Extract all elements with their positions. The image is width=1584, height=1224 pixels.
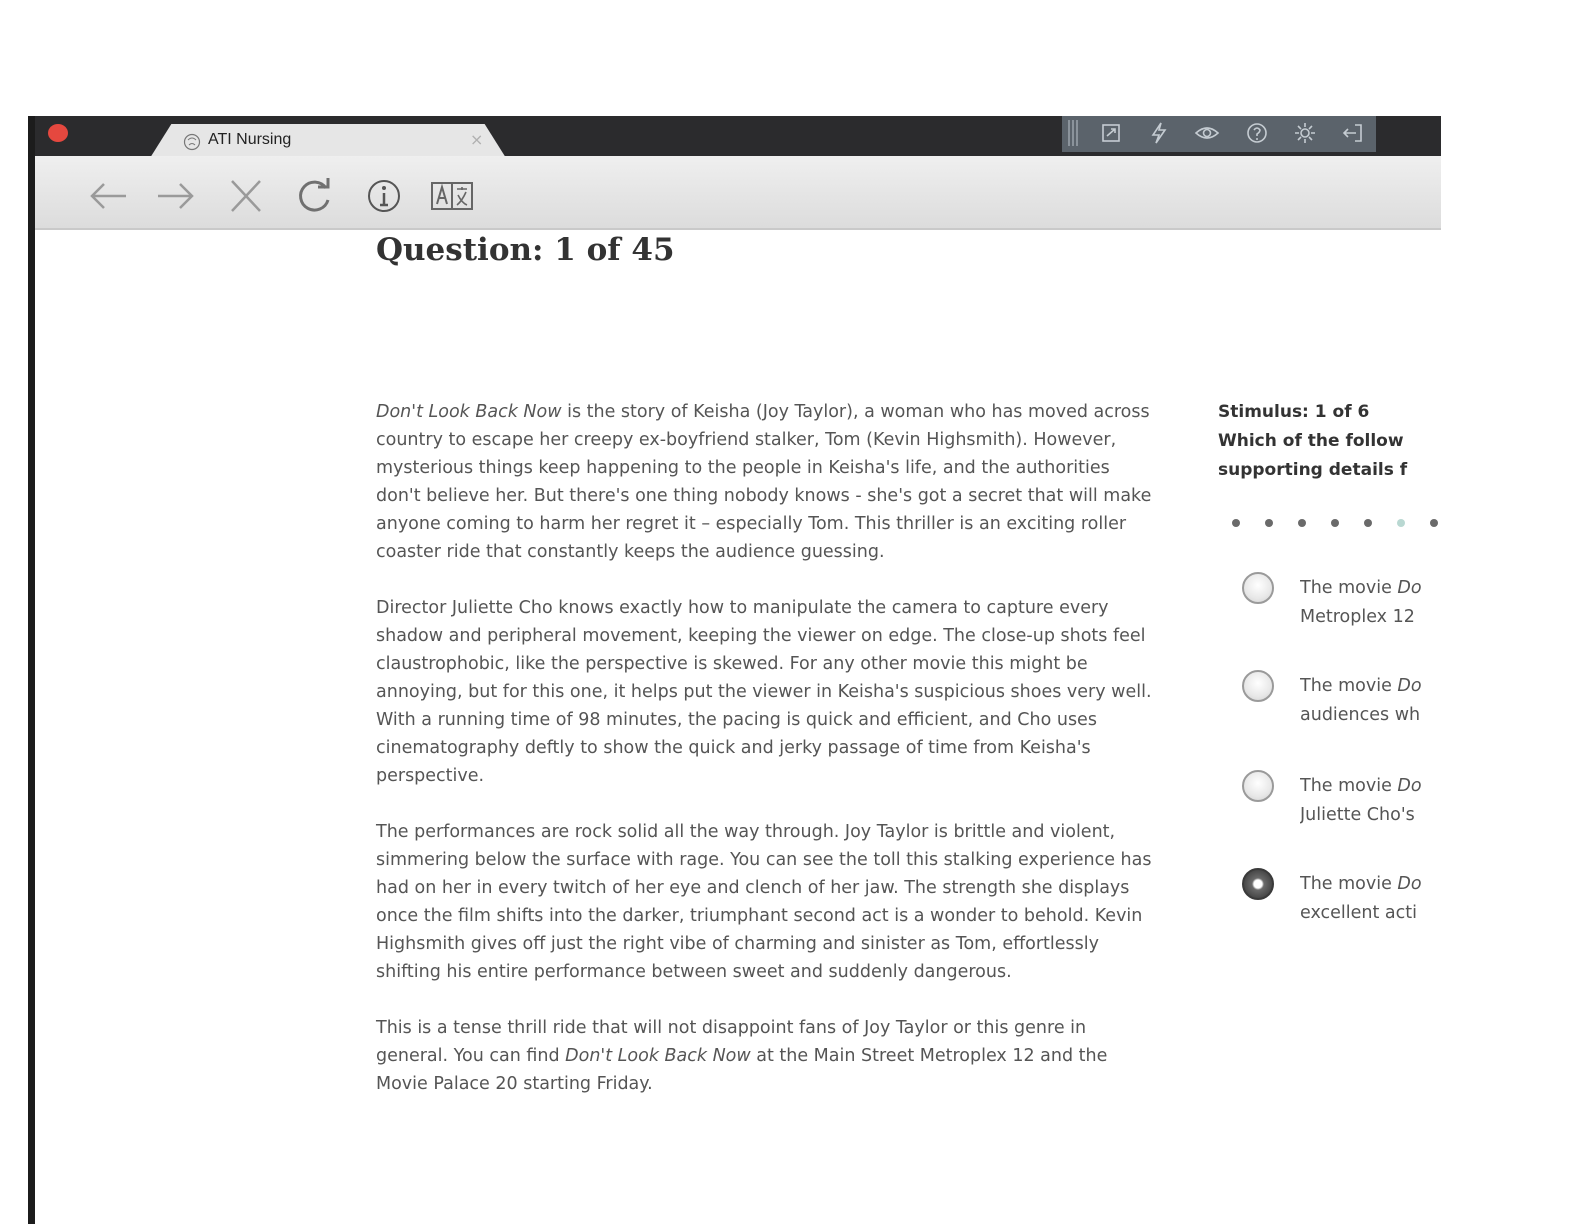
tab-title: ATI Nursing: [208, 131, 292, 148]
question-panel: [1218, 398, 1441, 998]
stimulus-dot[interactable]: [1430, 519, 1438, 527]
answer-text[interactable]: [1300, 870, 1441, 928]
answer-radio[interactable]: [1242, 670, 1274, 702]
reload-icon[interactable]: [292, 176, 336, 216]
answer-text-line: The movie: [1300, 578, 1398, 598]
paragraph-text: at the Main Street Metroplex 12 and the Movie Palace 20 starting Friday.: [376, 1046, 1108, 1094]
passage-paragraph: Director Juliette Cho knows exactly how to manipulate the camera to capture every shadow and peripheral movement, keeping the viewer on edge. The close-up shots feel claustrophobic, like the perspective is skewed. For any other movie this might be annoying, but for this one, it helps put the viewer in Keisha's suspicious shoes very well. With a running time of 98 minutes, the pacing is quick and efficient, and Cho uses cinematography deftly to show the quick and jerky passage of time from Keisha's perspective.: [376, 598, 1152, 786]
tab-close-button[interactable]: ×: [470, 130, 484, 149]
answer-text[interactable]: [1300, 574, 1441, 632]
movie-title: Don't Look Back Now: [376, 402, 562, 422]
answer-title-fragment: Do: [1397, 578, 1422, 598]
info-icon[interactable]: [362, 176, 406, 216]
toolbar-grip-icon[interactable]: [1068, 120, 1078, 146]
back-arrow-icon[interactable]: [86, 176, 130, 216]
movie-title: Don't Look Back Now: [565, 1046, 751, 1066]
translate-icon[interactable]: [430, 176, 474, 216]
paragraph-text: is the story of Keisha (Joy Taylor), a woman who has moved across country to escape her creepy ex-boyfriend stalker, Tom (Kevin Highsmith). However, mysterious things keep happening to the people in Keisha's life, and the authorities don't believe her. But there's one thing nobody knows - she's got a secret that will make anyone coming to harm her regret it – especially Tom. This thriller is an exciting roller coaster ride that constantly keeps the audience guessing.: [376, 402, 1152, 562]
help-icon[interactable]: [1243, 120, 1271, 146]
stimulus-dot[interactable]: [1232, 519, 1240, 527]
reading-passage: [376, 398, 1156, 1126]
answer-text-line: Metroplex 12: [1300, 607, 1415, 627]
passage-paragraph: [376, 398, 1156, 566]
answer-text-line: Juliette Cho's: [1300, 805, 1415, 825]
answer-text-line: audiences wh: [1300, 705, 1421, 725]
eye-icon[interactable]: [1193, 120, 1221, 146]
answer-text-line: The movie: [1300, 874, 1398, 894]
answer-radio[interactable]: [1242, 572, 1274, 604]
answer-text[interactable]: [1300, 772, 1441, 830]
question-prompt-line: supporting details f: [1218, 460, 1408, 480]
question-prompt: [1218, 427, 1441, 485]
passage-paragraph: The performances are rock solid all the way through. Joy Taylor is brittle and violent, simmering below the surface with rage. You can see the toll this stalking experience has had on her in every twitch of her eye and clench of her jaw. The strength she displays once the film shifts into the darker, triumphant second act is a wonder to behold. Kevin Highsmith gives off just the right vibe of charming and sinister as Tom, effortlessly shifting his entire performance between sweet and suddenly dangerous.: [376, 822, 1152, 982]
window-close-button[interactable]: [48, 124, 68, 142]
lightning-icon[interactable]: [1145, 120, 1173, 146]
stimulus-dot[interactable]: [1265, 519, 1273, 527]
answer-radio[interactable]: [1242, 770, 1274, 802]
answer-text-line: excellent acti: [1300, 903, 1417, 923]
stimulus-dot[interactable]: [1331, 519, 1339, 527]
settings-icon[interactable]: [1291, 120, 1319, 146]
answer-title-fragment: Do: [1397, 676, 1422, 696]
stimulus-label: Stimulus: 1 of 6: [1218, 402, 1370, 422]
answer-text[interactable]: [1300, 672, 1441, 730]
answer-text-line: The movie: [1300, 776, 1398, 796]
answer-text-line: The movie: [1300, 676, 1398, 696]
question-title: Question: 1 of 45: [376, 232, 675, 268]
stimulus-dot-current[interactable]: [1397, 519, 1405, 527]
stop-icon[interactable]: [224, 176, 268, 216]
browser-tab[interactable]: [150, 124, 506, 158]
window-frame: [28, 116, 35, 1224]
stimulus-dot[interactable]: [1298, 519, 1306, 527]
answer-radio-selected[interactable]: [1242, 868, 1274, 900]
exit-icon[interactable]: [1339, 120, 1367, 146]
fullscreen-icon[interactable]: [1097, 120, 1125, 146]
passage-paragraph: [376, 1014, 1156, 1098]
paragraph-text: This is a tense thrill ride that will not disappoint fans of Joy Taylor or this genre in general. You can find: [376, 1018, 1087, 1066]
forward-arrow-icon[interactable]: [154, 176, 198, 216]
tab-favicon-icon: [183, 133, 201, 151]
answer-title-fragment: Do: [1397, 776, 1422, 796]
question-prompt-line: Which of the follow: [1218, 431, 1404, 451]
stimulus-dot[interactable]: [1364, 519, 1372, 527]
answer-title-fragment: Do: [1397, 874, 1422, 894]
